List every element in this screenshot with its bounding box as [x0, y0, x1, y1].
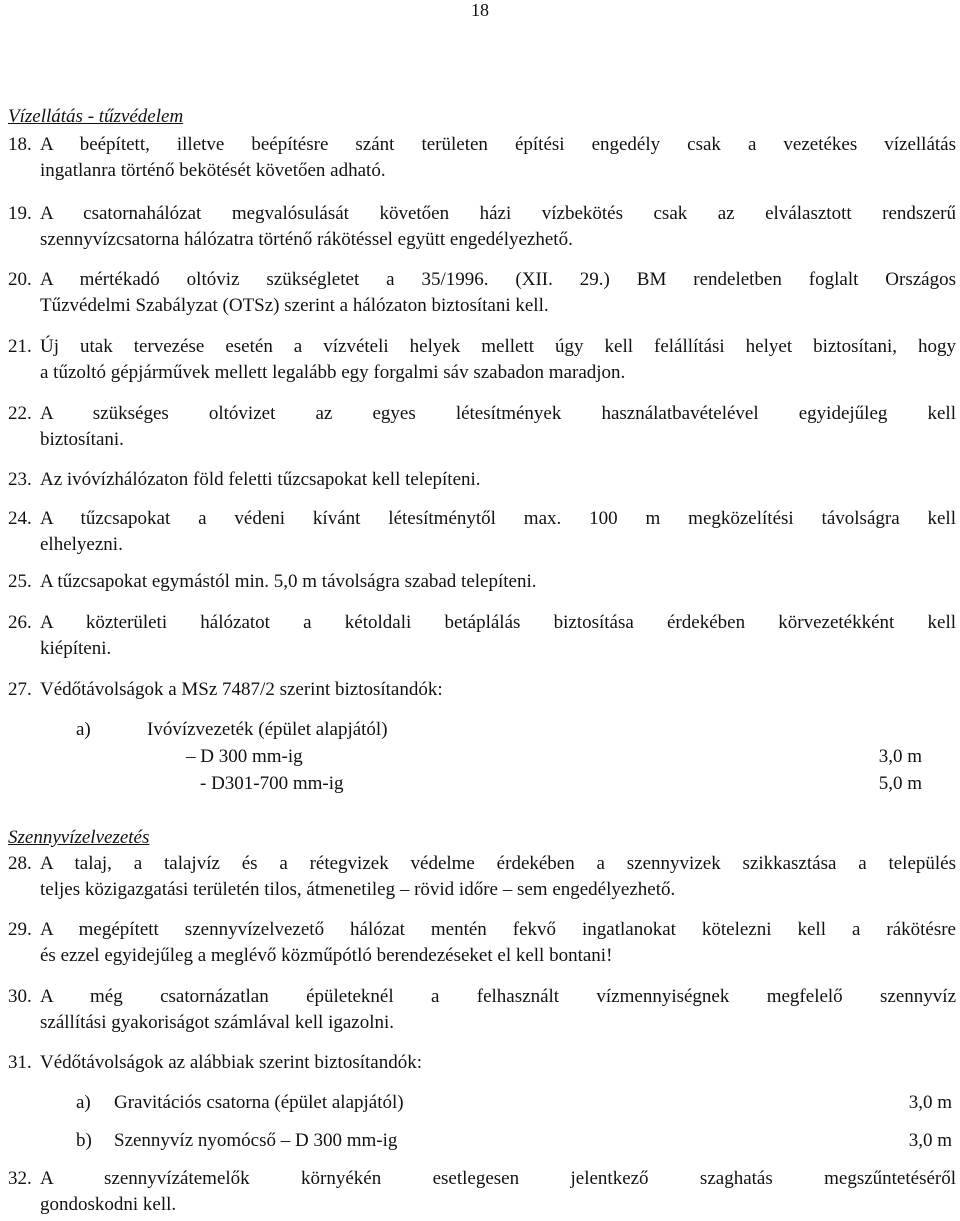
list-item-24: [8, 506, 956, 558]
list-item-26: [8, 610, 956, 662]
item-text-line: elhelyezni.: [40, 534, 123, 555]
item-number: 20.: [8, 269, 32, 290]
item-number: 22.: [8, 403, 32, 424]
item-text-line: A még csatornázatlan épületeknél a felhasznált vízmennyiségnek megfelelő szennyvíz: [40, 986, 956, 1007]
item-text-line: Védőtávolságok a MSz 7487/2 szerint biztosítandók:: [40, 679, 443, 700]
list-item-19: [8, 201, 956, 253]
item-text-line: A talaj, a talajvíz és a rétegvizek védelme érdekében a szennyvizek szikkasztása a település: [40, 853, 956, 874]
table-row-label: a): [76, 1092, 91, 1113]
item-text-line: A szennyvízátemelők környékén esetlegesen jelentkező szaghatás megszűntetéséről: [40, 1168, 956, 1189]
list-item-31: [8, 1050, 956, 1076]
table-row-value: 3,0 m: [908, 1092, 952, 1113]
item-text-line: a tűzoltó gépjárművek mellett legalább egy forgalmi sáv szabadon maradjon.: [40, 362, 626, 383]
table-row-name: Gravitációs csatorna (épület alapjától): [114, 1092, 404, 1113]
table-row-label: b): [76, 1130, 92, 1151]
table-row-name: – D 300 mm-ig: [186, 746, 303, 767]
item-number: 24.: [8, 508, 32, 529]
item-text-line: A csatornahálózat megvalósulását követően házi vízbekötés csak az elválasztott rendszerű: [40, 203, 956, 224]
item-text-line: Új utak tervezése esetén a vízvételi helyek mellett úgy kell felállítási helyet biztosítani, hogy: [40, 336, 956, 357]
list-item-32: [8, 1166, 956, 1218]
list-item-29: [8, 917, 956, 969]
item-text-line: A megépített szennyvízelvezető hálózat mentén fekvő ingatlanokat kötelezni kell a rákötésre: [40, 919, 956, 940]
item-text-line: Tűzvédelmi Szabályzat (OTSz) szerint a hálózaton biztosítani kell.: [40, 295, 549, 316]
item-text-line: ingatlanra történő bekötését követően adható.: [40, 160, 386, 181]
item-text-line: és ezzel egyidejűleg a meglévő közműpótló berendezéseket el kell bontani!: [40, 945, 613, 966]
item-number: 32.: [8, 1168, 32, 1189]
item-number: 23.: [8, 469, 32, 490]
item-text-line: Az ivóvízhálózaton föld feletti tűzcsapokat kell telepíteni.: [40, 469, 481, 490]
item-number: 18.: [8, 134, 32, 155]
table-row-value: 3,0 m: [908, 1130, 952, 1151]
item-text-line: kiépíteni.: [40, 638, 112, 659]
item-text-line: biztosítani.: [40, 429, 124, 450]
table-row-value: 5,0 m: [878, 773, 922, 794]
list-item-22: [8, 401, 956, 453]
item-number: 25.: [8, 571, 32, 592]
item-number: 28.: [8, 853, 32, 874]
page-number: 18: [471, 0, 489, 20]
item-number: 27.: [8, 679, 32, 700]
item-text-line: teljes közigazgatási területén tilos, átmenetileg – rövid időre – sem engedélyezhető.: [40, 879, 676, 900]
item-number: 31.: [8, 1052, 32, 1073]
list-item-18: [8, 132, 956, 184]
list-item-27: [8, 677, 956, 703]
section-heading-water: Vízellátás - tűzvédelem: [8, 106, 184, 127]
item-text-line: A tűzcsapokat a védeni kívánt létesítménytől max. 100 m megközelítési távolságra kell: [40, 508, 956, 529]
list-item-28: [8, 851, 956, 903]
item-text-line: gondoskodni kell.: [40, 1194, 177, 1215]
section-heading-sewage: Szennyvízelvezetés: [8, 827, 150, 848]
item-number: 26.: [8, 612, 32, 633]
item-number: 30.: [8, 986, 32, 1007]
item-text-line: szállítási gyakoriságot számlával kell igazolni.: [40, 1012, 395, 1033]
item-text-line: Védőtávolságok az alábbiak szerint biztosítandók:: [40, 1052, 422, 1073]
list-item-20: [8, 267, 956, 319]
table-row-name: Szennyvíz nyomócső – D 300 mm-ig: [114, 1130, 398, 1151]
table-row-name: - D301-700 mm-ig: [200, 773, 344, 794]
item-text-line: A mértékadó oltóviz szükségletet a 35/1996. (XII. 29.) BM rendeletben foglalt Országos: [40, 269, 956, 290]
item-text-line: A szükséges oltóvizet az egyes létesítmények használatbavételével egyidejűleg kell: [40, 403, 956, 424]
list-item-30: [8, 984, 956, 1036]
item-number: 21.: [8, 336, 32, 357]
table-row-value: 3,0 m: [878, 746, 922, 767]
table-row-label: a): [76, 719, 91, 740]
list-item-21: [8, 334, 956, 386]
table-title: Ivóvízvezeték (épület alapjától): [147, 719, 388, 740]
item-text-line: A tűzcsapokat egymástól min. 5,0 m távolságra szabad telepíteni.: [40, 571, 537, 592]
item-text-line: A közterületi hálózatot a kétoldali betáplálás biztosítása érdekében körvezetékként kell: [40, 612, 956, 633]
item-number: 19.: [8, 203, 32, 224]
list-item-25: [8, 569, 956, 595]
item-number: 29.: [8, 919, 32, 940]
item-text-line: A beépített, illetve beépítésre szánt területen építési engedély csak a vezetékes vízellátás: [40, 134, 956, 155]
list-item-23: [8, 467, 956, 493]
item-text-line: szennyvízcsatorna hálózatra történő rákötéssel együtt engedélyezhető.: [40, 229, 573, 250]
